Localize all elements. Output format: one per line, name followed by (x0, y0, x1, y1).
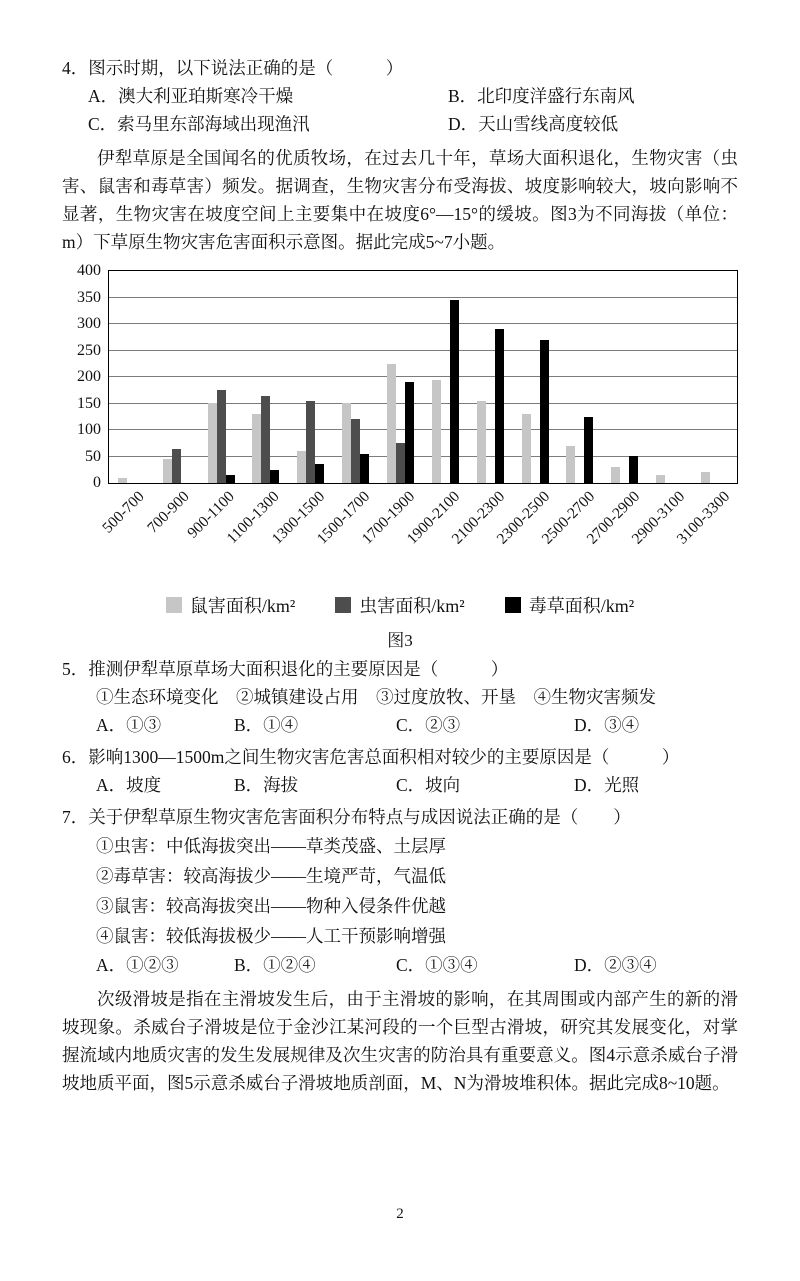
chart-x-tick-label: 2500-2700 (538, 488, 598, 548)
question-6-option-b: B．海拔 (234, 775, 299, 795)
figure-3-chart (62, 262, 738, 651)
passage-landslide: 次级滑坡是指在主滑坡发生后，由于主滑坡的影响，在其周围或内部产生的新的滑坡现象。杀威台子滑坡是位于金沙江某河段的一个巨型古滑坡，研究其发展变化，对掌握流域内地质灾害的发生发展规律及次生灾害的防治具有重要意义。图4示意杀威台子滑坡地质平面，图5示意杀威台子滑坡地质剖面，M、N为滑坡堆积体。据此完成8~10题。 (62, 989, 738, 1093)
chart-bar-group (288, 271, 333, 483)
chart-bar-group (468, 271, 513, 483)
question-5-option-c: C．②③ (396, 715, 461, 735)
question-6-options-row (62, 771, 738, 799)
chart-bar (360, 454, 369, 483)
question-6-option-d: D．光照 (574, 775, 640, 795)
chart-bar (297, 451, 306, 483)
chart-y-tick-label: 350 (77, 288, 101, 306)
question-7-item-1: ①虫害：中低海拔突出——草类茂盛、土层厚 (96, 836, 446, 856)
chart-bar (629, 456, 638, 483)
question-4-option-c: C．索马里东部海域出现渔汛 (88, 114, 310, 134)
chart-bar-group (423, 271, 468, 483)
question-5-choices-line: ①生态环境变化 ②城镇建设占用 ③过度放牧、开垦 ④生物灾害频发 (96, 687, 656, 707)
question-7-item-3: ③鼠害：较高海拔突出——物种入侵条件优越 (96, 896, 446, 916)
chart-y-tick-label: 50 (85, 447, 101, 465)
question-5-option-b: B．①④ (234, 715, 299, 735)
chart-bar-group (602, 271, 647, 483)
chart-x-axis (99, 484, 738, 560)
chart-bar (656, 475, 665, 483)
chart-y-tick-label: 300 (77, 315, 101, 332)
question-7-option-d: D．②③④ (574, 955, 657, 975)
question-6-option-c: C．坡向 (396, 775, 461, 795)
chart-main (64, 262, 738, 560)
chart-bar-group (333, 271, 378, 483)
chart-bar-group (109, 271, 154, 483)
page-number: 2 (396, 1206, 404, 1222)
chart-y-tick-label: 100 (77, 421, 101, 438)
chart-bar (261, 396, 270, 483)
question-5-stem: 5．推测伊犁草原草场大面积退化的主要原因是（ ） (62, 659, 509, 679)
question-7-item-2: ②毒草害：较高海拔少——生境严苛，气温低 (96, 866, 446, 886)
legend-label: 虫害面积/km² (359, 596, 465, 616)
question-7-option-a: A．①②③ (96, 955, 179, 975)
chart-bar-group (513, 271, 558, 483)
question-5 (62, 655, 738, 739)
chart-bar (270, 470, 279, 483)
chart-x-tick-label: 2100-2300 (448, 488, 508, 548)
chart-bar (477, 401, 486, 483)
question-4-option-d: D．天山雪线高度较低 (448, 114, 619, 134)
chart-bar-group (647, 271, 692, 483)
chart-x-tick-label: 1500-1700 (313, 488, 373, 548)
chart-legend-item (505, 592, 634, 618)
chart-bar (522, 414, 531, 483)
chart-x-tick-label: 1300-1500 (268, 488, 328, 548)
chart-bar (701, 472, 710, 483)
chart-y-tick-label: 0 (93, 474, 101, 491)
chart-x-tick-label: 2700-2900 (583, 488, 643, 548)
chart-bar (252, 414, 261, 483)
chart-bar-group (244, 271, 289, 483)
chart-x-tick-label: 1900-2100 (403, 488, 463, 548)
chart-bar-group (692, 271, 737, 483)
chart-bar (611, 467, 620, 483)
question-6 (62, 743, 738, 799)
chart-x-tick-label: 2900-3100 (628, 488, 688, 548)
chart-bar (163, 459, 172, 483)
chart-bar (226, 475, 235, 483)
question-7 (62, 803, 738, 979)
chart-legend (62, 592, 738, 618)
chart-bar (118, 478, 127, 483)
question-5-options-row (62, 711, 738, 739)
chart-bar (342, 403, 351, 483)
chart-legend-item (335, 592, 464, 618)
question-6-option-a: A．坡度 (96, 775, 162, 795)
chart-y-tick-label: 200 (77, 368, 101, 385)
chart-x-tick-label: 1100-1300 (223, 488, 283, 548)
chart-bar (306, 401, 315, 483)
chart-plot-wrap (99, 270, 738, 560)
chart-bar (450, 300, 459, 483)
chart-bar (405, 382, 414, 483)
legend-swatch-icon (505, 597, 521, 613)
question-4-option-a: A．澳大利亚珀斯寒冷干燥 (88, 86, 294, 106)
chart-y-tick-label: 400 (77, 262, 101, 279)
chart-x-tick-label: 2300-2500 (493, 488, 553, 548)
question-7-item-4: ④鼠害：较低海拔极少——人工干预影响增强 (96, 926, 446, 946)
question-4-option-b: B．北印度洋盛行东南风 (448, 86, 635, 106)
chart-bar (315, 464, 324, 483)
chart-x-tick-label: 1700-1900 (358, 488, 418, 548)
chart-bar (351, 419, 360, 483)
chart-bar-group (154, 271, 199, 483)
question-4-options-row-2 (62, 110, 738, 138)
question-4 (62, 54, 738, 138)
question-5-option-d: D．③④ (574, 715, 640, 735)
chart-x-tick-label: 3100-3300 (673, 488, 733, 548)
chart-bar (396, 443, 405, 483)
chart-bar (172, 449, 181, 483)
chart-y-tick-label: 250 (77, 341, 101, 359)
question-7-option-c: C．①③④ (396, 955, 478, 975)
chart-y-tick-label: 150 (77, 394, 101, 412)
question-4-stem: 4．图示时期，以下说法正确的是（ ） (62, 58, 404, 78)
chart-bar (387, 364, 396, 483)
chart-plot (108, 270, 738, 484)
question-6-stem: 6．影响1300—1500m之间生物灾害危害总面积相对较少的主要原因是（ ） (62, 747, 680, 767)
legend-label: 毒草面积/km² (528, 596, 635, 616)
question-4-options-row-1 (62, 82, 738, 110)
chart-bar (432, 380, 441, 483)
chart-x-tick-label: 700-900 (144, 488, 193, 537)
chart-bar (495, 329, 504, 483)
question-5-option-a: A．①③ (96, 715, 162, 735)
chart-bar (540, 340, 549, 483)
legend-swatch-icon (335, 597, 351, 613)
passage-yili-grassland: 伊犁草原是全国闻名的优质牧场，在过去几十年，草场大面积退化，生物灾害（虫害、鼠害和毒草害）频发。据调查，生物灾害分布受海拔、坡度影响较大，坡向影响不显著，生物灾害在坡度空间上主要集中在坡度6°—15°的缓坡。图3为不同海拔（单位：m）下草原生物灾害危害面积示意图。据此完成5~7小题。 (62, 148, 738, 252)
legend-swatch-icon (166, 597, 182, 613)
question-7-stem: 7．关于伊犁草原生物灾害危害面积分布特点与成因说法正确的是（ ） (62, 807, 631, 827)
chart-bar-group (199, 271, 244, 483)
chart-legend-item (166, 592, 295, 618)
chart-x-tick-label: 500-700 (99, 488, 148, 537)
figure-3-caption: 图3 (387, 631, 413, 650)
question-7-option-b: B．①②④ (234, 955, 316, 975)
chart-y-axis (64, 262, 108, 491)
chart-bar (566, 446, 575, 483)
chart-bar (208, 403, 217, 483)
chart-bar (584, 417, 593, 483)
chart-x-tick-label: 900-1100 (184, 488, 238, 542)
legend-label: 鼠害面积/km² (189, 596, 296, 616)
question-7-options-row (62, 951, 738, 979)
chart-bar-group (378, 271, 423, 483)
chart-bar (217, 390, 226, 483)
chart-bar-group (558, 271, 603, 483)
